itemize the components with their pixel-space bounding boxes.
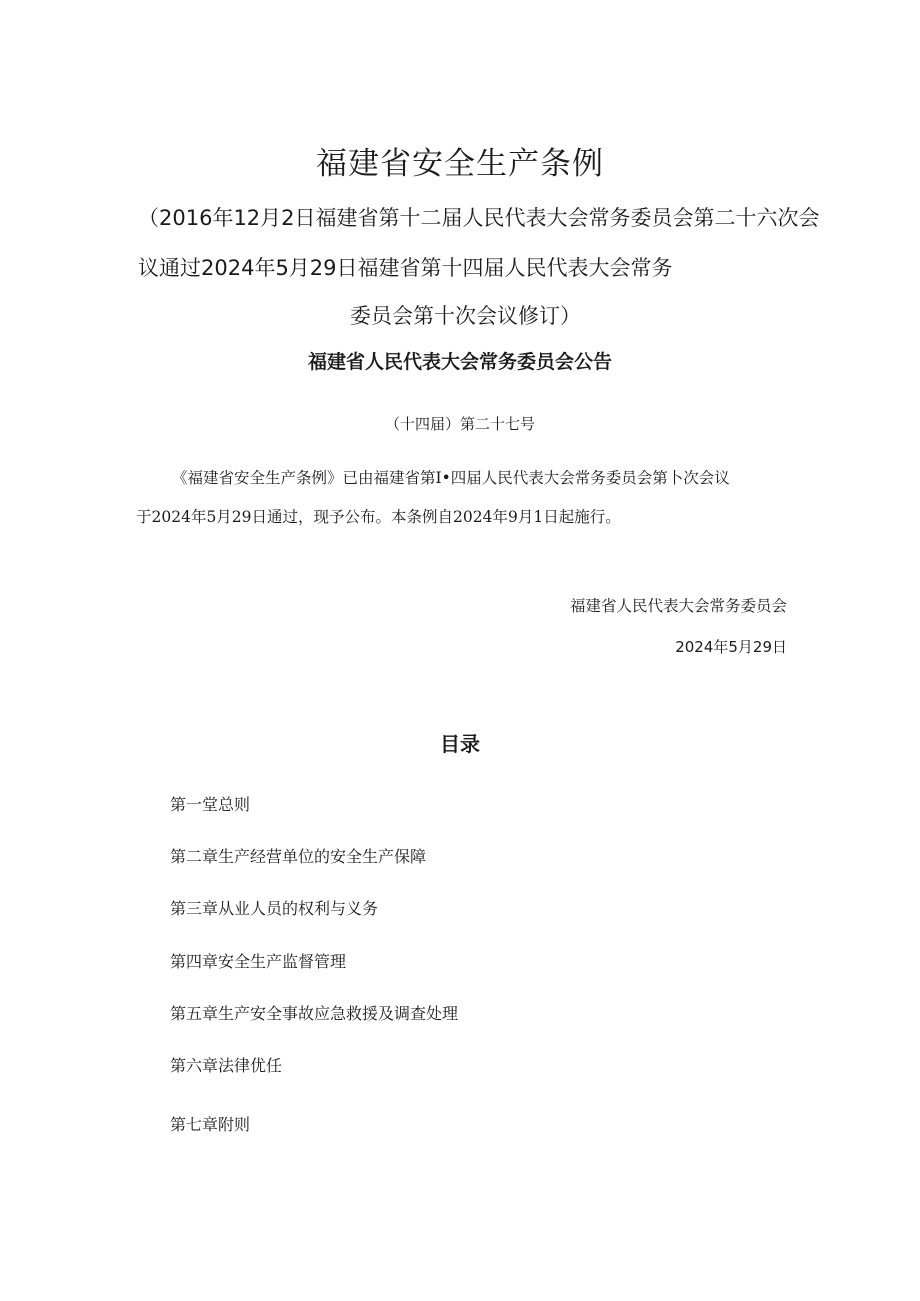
document-title: 福建省安全生产条例 — [316, 146, 604, 182]
subtitle-line-1: （2016年12月2日福建省第十二届人民代表大会常务委员会第二十六次会 — [138, 206, 820, 230]
notice-body-line-1: 《福建省安全生产条例》已由福建省第I•四届人民代表大会常务委员会第卜次会议 — [172, 469, 730, 487]
toc-item-chapter-4: 第四章安全生产监督管理 — [170, 952, 347, 971]
toc-heading: 目录 — [440, 732, 480, 756]
subtitle-line-2: 议通过2024年5月29日福建省第十四届人民代表大会常务 — [138, 256, 673, 280]
subtitle-line-3: 委员会第十次会议修订） — [350, 304, 581, 328]
signature-organization: 福建省人民代表大会常务委员会 — [569, 597, 787, 615]
toc-item-chapter-7: 第七章附则 — [170, 1115, 251, 1134]
toc-item-chapter-3: 第三章从业人员的权利与义务 — [170, 899, 379, 918]
toc-item-chapter-6: 第六章法律优任 — [170, 1056, 283, 1075]
notice-number: （十四届）第二十七号 — [384, 415, 535, 433]
toc-item-chapter-5: 第五章生产安全事故应急救援及调查处理 — [170, 1004, 459, 1023]
notice-body-line-2: 于2024年5月29日通过，现予公布。本条例自2024年9月1日起施行。 — [136, 508, 621, 526]
signature-date: 2024年5月29日 — [675, 638, 787, 656]
toc-item-chapter-1: 第一堂总则 — [170, 795, 251, 814]
notice-heading: 福建省人民代表大会常务委员会公告 — [307, 351, 612, 373]
toc-item-chapter-2: 第二章生产经营单位的安全生产保障 — [170, 847, 427, 866]
